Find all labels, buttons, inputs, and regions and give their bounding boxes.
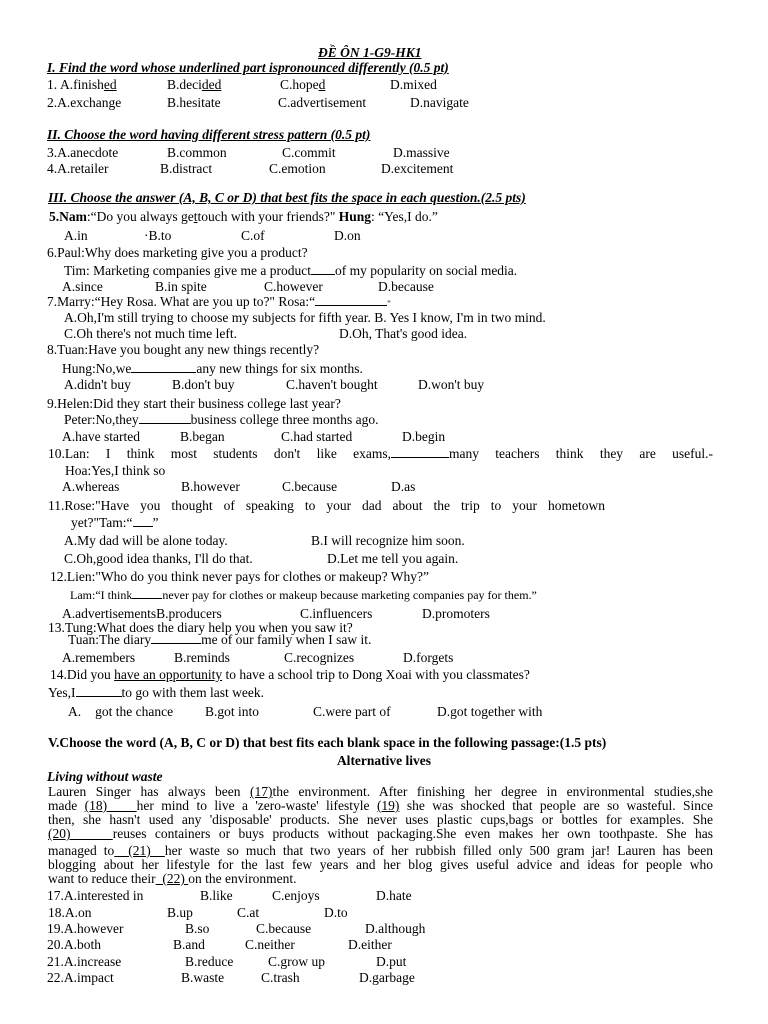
q5-option-d: D.on [334,228,361,243]
q8-option-b: B.don't buy [172,377,235,392]
q14-stem: 14.Did you have an opportunity to have a school trip to Dong Xoai with you classmates? [50,667,530,682]
q17-option-b: B.like [200,888,233,903]
q9-option-b: B.began [180,429,225,444]
q5-option-b: ·B.to [144,228,172,243]
q4-option-d: D.excitement [381,161,454,176]
q17-option-d: D.hate [376,888,412,903]
q2-option-c: C.advertisement [278,95,367,110]
q9-option-c: C.had started [281,429,353,444]
page-title: ĐỀ ÔN 1-G9-HK1 [318,45,422,60]
q13-option-a: A.remembers [62,650,136,665]
q9-option-a: A.have started [62,429,140,444]
q1-option-a: A.finished [60,77,117,92]
q8-stem: 8.Tuan:Have you bought any new things recently? [47,342,320,357]
q10-stem: 10.Lan: I think most students don't like exams, many teachers think they are useful.- [48,446,713,461]
q1-option-c: C.hoped [280,77,326,92]
q11-option-d: D.Let me tell you again. [327,551,459,566]
section-3-heading: III. Choose the answer (A, B, C or D) that best fits the space in each question.(2.5 pts) [48,190,526,205]
q21-option-c: C.grow up [268,954,325,969]
q21-option-d: D.put [376,954,407,969]
q11-option-a: A.My dad will be alone today. [64,533,228,548]
q22-option-c: C.trash [261,970,300,985]
q10-line2: Hoa:Yes,I think so [65,463,166,478]
passage-line: Lauren Singer has always been (17)the environment. After finishing her degree in environmental studies,she [48,784,713,799]
q7-option-d: D.Oh, That's good idea. [339,326,468,341]
q19-option-d: D.although [365,921,426,936]
q2-option-d: D.navigate [410,95,469,110]
q18-option-c: C.at [237,905,260,920]
q6-option-a: A.since [62,279,103,294]
passage-line: want to reduce their (22) on the environment. [48,871,297,886]
q9-option-d: D.begin [402,429,446,444]
q8-option-c: C.haven't bought [286,377,378,392]
passage-line: blogging about her lifestyle for the last few years and her blog gives useful advice and ideas for people who [48,857,713,872]
passage-line: made (18) her mind to live a 'zero-waste' lifestyle (19) she was shocked that people are so wasteful. Since [48,798,713,813]
passage-line: (20) reuses containers or buys products without packaging.She even makes her own toothpaste. She has [48,826,713,841]
q19-option-a: 19.A.however [47,921,124,936]
q1-number: 1. [47,77,58,92]
q11-option-b: B.I will recognize him soon. [311,533,465,548]
q14-line2: Yes,I to go with them last week. [48,685,264,700]
q19-option-b: B.so [185,921,210,936]
q18-option-b: B.up [167,905,193,920]
q3-option-b: B.common [167,145,227,160]
q14-option-b: B.got into [205,704,260,719]
q22-option-a: 22.A.impact [47,970,114,985]
q13-option-c: C.recognizes [284,650,355,665]
q13-line2: Tuan:The diary me of our family when I saw it. [68,632,372,647]
q22-option-d: D.garbage [359,970,415,985]
q9-stem: 9.Helen:Did they start their business college last year? [47,396,341,411]
q11-option-c: C.Oh,good idea thanks, I'll do that. [64,551,253,566]
q12-option-a: A.advertisementsB.producers [62,606,222,621]
q6-option-c: C.however [264,279,323,294]
q14-option-c: C.were part of [313,704,391,719]
q13-option-b: B.reminds [174,650,230,665]
q1-option-d: D.mixed [390,77,437,92]
q2-option-a: 2.A.exchange [47,95,122,110]
passage-heading: Alternative lives [336,753,432,768]
q11-line2: yet?"Tam:“ ” [71,515,159,530]
q14-option-d: D.got together with [437,704,543,719]
q20-option-c: C.neither [245,937,295,952]
q6-option-d: D.because [378,279,434,294]
q13-option-d: D.forgets [403,650,454,665]
q17-option-a: 17.A.interested in [47,888,144,903]
q7-stem: 7.Marry:“Hey Rosa. What are you up to?" Rosa:“ ” [47,294,391,309]
q12-option-d: D.promoters [422,606,490,621]
q12-stem: 12.Lien:"Who do you think never pays for clothes or makeup? Why?” [50,569,430,584]
section-1-heading: I. Find the word whose underlined part ispronounced differently (0.5 pt) [47,60,449,75]
q4-option-a: 4.A.retailer [47,161,109,176]
q14-option-a: A. got the chance [68,704,174,719]
q10-option-b: B.however [181,479,240,494]
q4-option-c: C.emotion [269,161,326,176]
q20-option-a: 20.A.both [47,937,101,952]
q3-option-c: C.commit [282,145,336,160]
q18-option-a: 18.A.on [48,905,92,920]
q7-options-ab: A.Oh,I'm still trying to choose my subjects for fifth year. B. Yes I know, I'm in two mind. [64,310,546,325]
q9-line2: Peter:No,they business college three months ago. [64,412,379,427]
q3-option-d: D.massive [393,145,450,160]
section-2-heading: II. Choose the word having different stress pattern (0.5 pt) [47,127,371,142]
q12-option-c: C.influencers [300,606,373,621]
q8-option-a: A.didn't buy [64,377,131,392]
passage-line: then, she hasn't used any 'disposable' products. She never uses plastic cups,bags or bottles for examples. She [48,812,713,827]
q4-option-b: B.distract [160,161,213,176]
q8-line2: Hung:No,we any new things for six months. [62,361,363,376]
q13-stem: 13.Tung:What does the diary help you when you saw it? [48,620,353,635]
passage-title: Living without waste [47,769,163,784]
q21-option-b: B.reduce [185,954,234,969]
q18-option-d: D.to [324,905,348,920]
q2-option-b: B.hesitate [167,95,221,110]
q7-option-c: C.Oh there's not much time left. [64,326,238,341]
q22-option-b: B.waste [181,970,225,985]
q6-stem: 6.Paul:Why does marketing give you a product? [47,245,308,260]
q5-stem: 5.Nam:“Do you always gettouch with your friends?" Hung: “Yes,I do.” [49,209,438,224]
q8-option-d: D.won't buy [418,377,485,392]
q10-option-d: D.as [391,479,416,494]
q6-option-b: B.in spite [155,279,207,294]
q6-line2: Tim: Marketing companies give me a product of my popularity on social media. [64,263,518,278]
q12-line2: Lam:“I think never pay for clothes or makeup because marketing companies pay for them.” [70,588,537,602]
q1-option-b: B.decided [167,77,222,92]
q3-option-a: 3.A.anecdote [47,145,119,160]
section-5-heading: V.Choose the word (A, B, C or D) that best fits each blank space in the following passage:(1.5 pts) [48,735,607,750]
q20-option-d: D.either [348,937,392,952]
q21-option-a: 21.A.increase [47,954,122,969]
q10-option-c: C.because [282,479,338,494]
q17-option-c: C.enjoys [272,888,320,903]
q5-option-c: C.of [241,228,265,243]
passage-line: managed to (21) her waste so much that two years of her rubbish filled only 500 gram jar! Lauren has been [48,843,713,858]
q5-option-a: A.in [64,228,88,243]
q11-stem: 11.Rose:"Have you thought of speaking to your dad about the trip to your hometown [48,498,605,513]
q10-option-a: A.whereas [62,479,120,494]
q19-option-c: C.because [256,921,312,936]
q20-option-b: B.and [173,937,205,952]
